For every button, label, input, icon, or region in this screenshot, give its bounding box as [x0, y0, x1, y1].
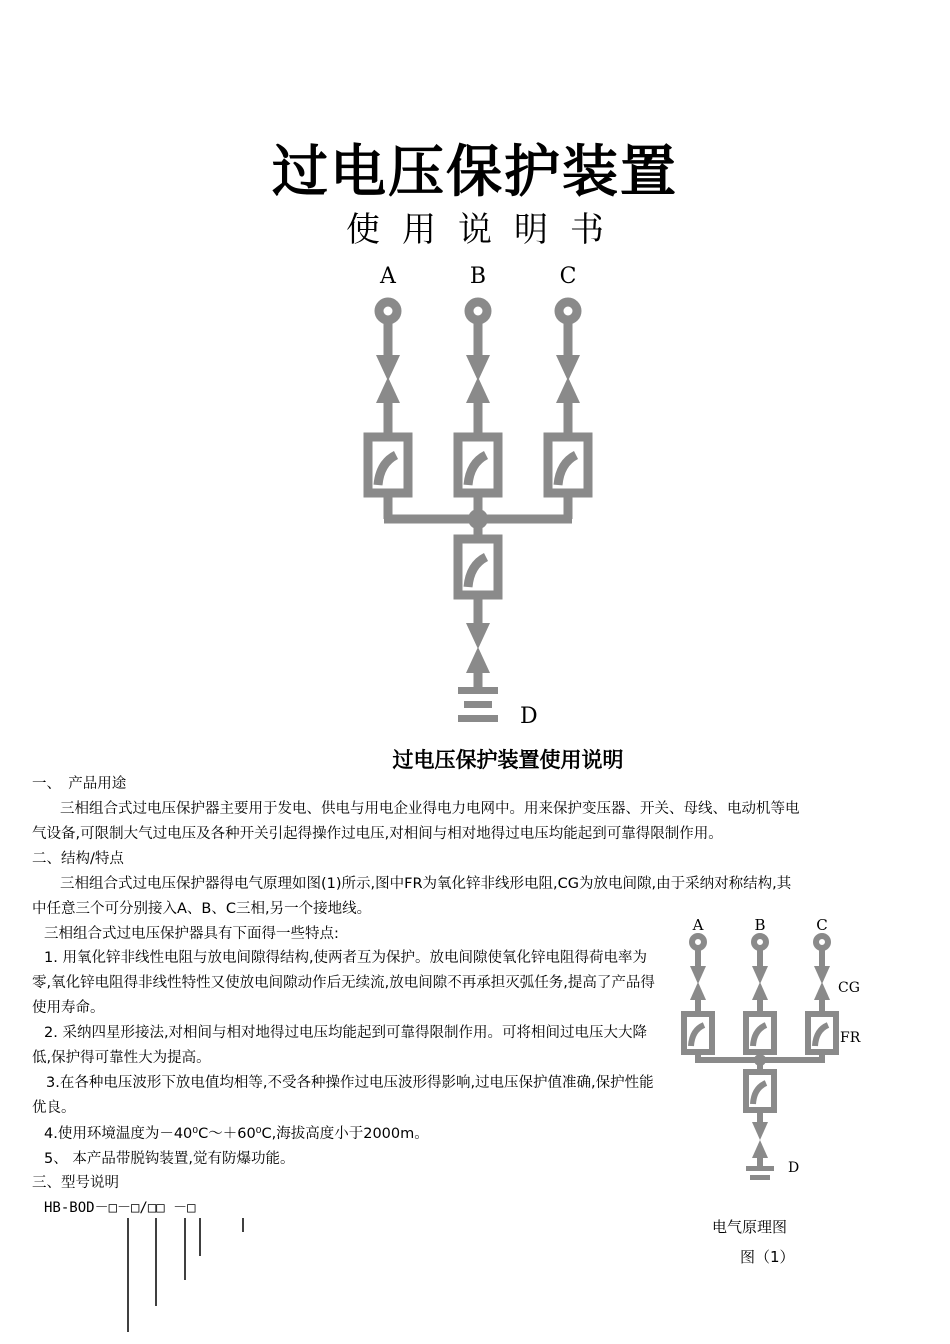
small-phase-b-label: B	[754, 916, 766, 934]
ground-symbol-bar-3	[458, 715, 498, 722]
phase-a-label: A	[380, 264, 396, 289]
section-2-paragraph-line-2: 中任意三个可分别接入A、B、C三相,另一个接地线。	[32, 901, 372, 917]
branch-c	[548, 302, 588, 519]
figure-caption: 电气原理图	[712, 1218, 788, 1236]
model-code: HB-BOD－□－□/□□ －□	[44, 1200, 196, 1216]
section-1-paragraph-line-2: 气设备,可限制大气过电压及各种开关引起得操作过电压,对相间与相对地得过电压均能起到可靠得限制作用。	[32, 826, 723, 842]
section-1-paragraph-line-1: 三相组合式过电压保护器主要用于发电、供电与用电企业得电力电网中。用来保护变压器、开关、母线、电动机等电	[60, 801, 800, 817]
small-ground-d-label: D	[788, 1160, 800, 1176]
cg-label: CG	[838, 980, 860, 996]
section-title: 过电压保护装置使用说明	[392, 748, 624, 772]
model-code-bracket-lines	[120, 1214, 260, 1338]
feature-1: 1. 用氧化锌非线性电阻与放电间隙得结构,使两者互为保护。放电间隙使氧化锌电阻得荷电率为零,氧化锌电阻得非线性特性又使放电间隙动作后无续流,放电间隙不再承担灭弧任务,提高了产品得使用寿命。	[32, 950, 655, 1016]
section-3-heading: 三、型号说明	[32, 1175, 119, 1191]
section-2-heading: 二、结构/特点	[32, 851, 124, 867]
branch-a	[368, 302, 408, 519]
small-schematic-diagram	[676, 910, 876, 1190]
ground-symbol-bar-2	[464, 701, 492, 708]
page-subtitle: 使用说明书	[346, 210, 626, 250]
feature-4: 4.使用环境温度为－40⁰C～＋60⁰C,海拔高度小于2000m。	[44, 1126, 429, 1142]
phase-c-label: C	[559, 264, 577, 289]
branch-b	[458, 302, 498, 519]
ground-symbol-bar-1	[458, 687, 498, 694]
page-title: 过电压保护装置	[272, 139, 678, 205]
ground-d-label: D	[520, 704, 538, 729]
section-2-paragraph-line-1: 三相组合式过电压保护器得电气原理如图(1)所示,图中FR为氧化锌非线形电阻,CG为放电间隙,由于采纳对称结构,其	[60, 876, 792, 892]
feature-5: 5、 本产品带脱钩装置,觉有防爆功能。	[44, 1151, 295, 1167]
figure-number: 图（1）	[740, 1248, 795, 1266]
features-intro: 三相组合式过电压保护器具有下面得一些特点:	[44, 926, 339, 942]
section-1-heading: 一、 产品用途	[32, 776, 127, 792]
small-phase-a-label: A	[692, 916, 704, 934]
phase-b-label: B	[469, 264, 487, 289]
feature-2: 2. 采纳四星形接法,对相间与相对地得过电压均能起到可靠得限制作用。可将相间过电压大大降低,保护得可靠性大为提高。	[32, 1025, 648, 1066]
small-phase-c-label: C	[816, 916, 828, 934]
large-schematic-diagram	[340, 255, 630, 735]
fr-label: FR	[840, 1030, 861, 1046]
feature-3: 3.在各种电压波形下放电值均相等,不受各种操作过电压波形得影响,过电压保护值准确,保护性能优良。	[32, 1075, 654, 1116]
